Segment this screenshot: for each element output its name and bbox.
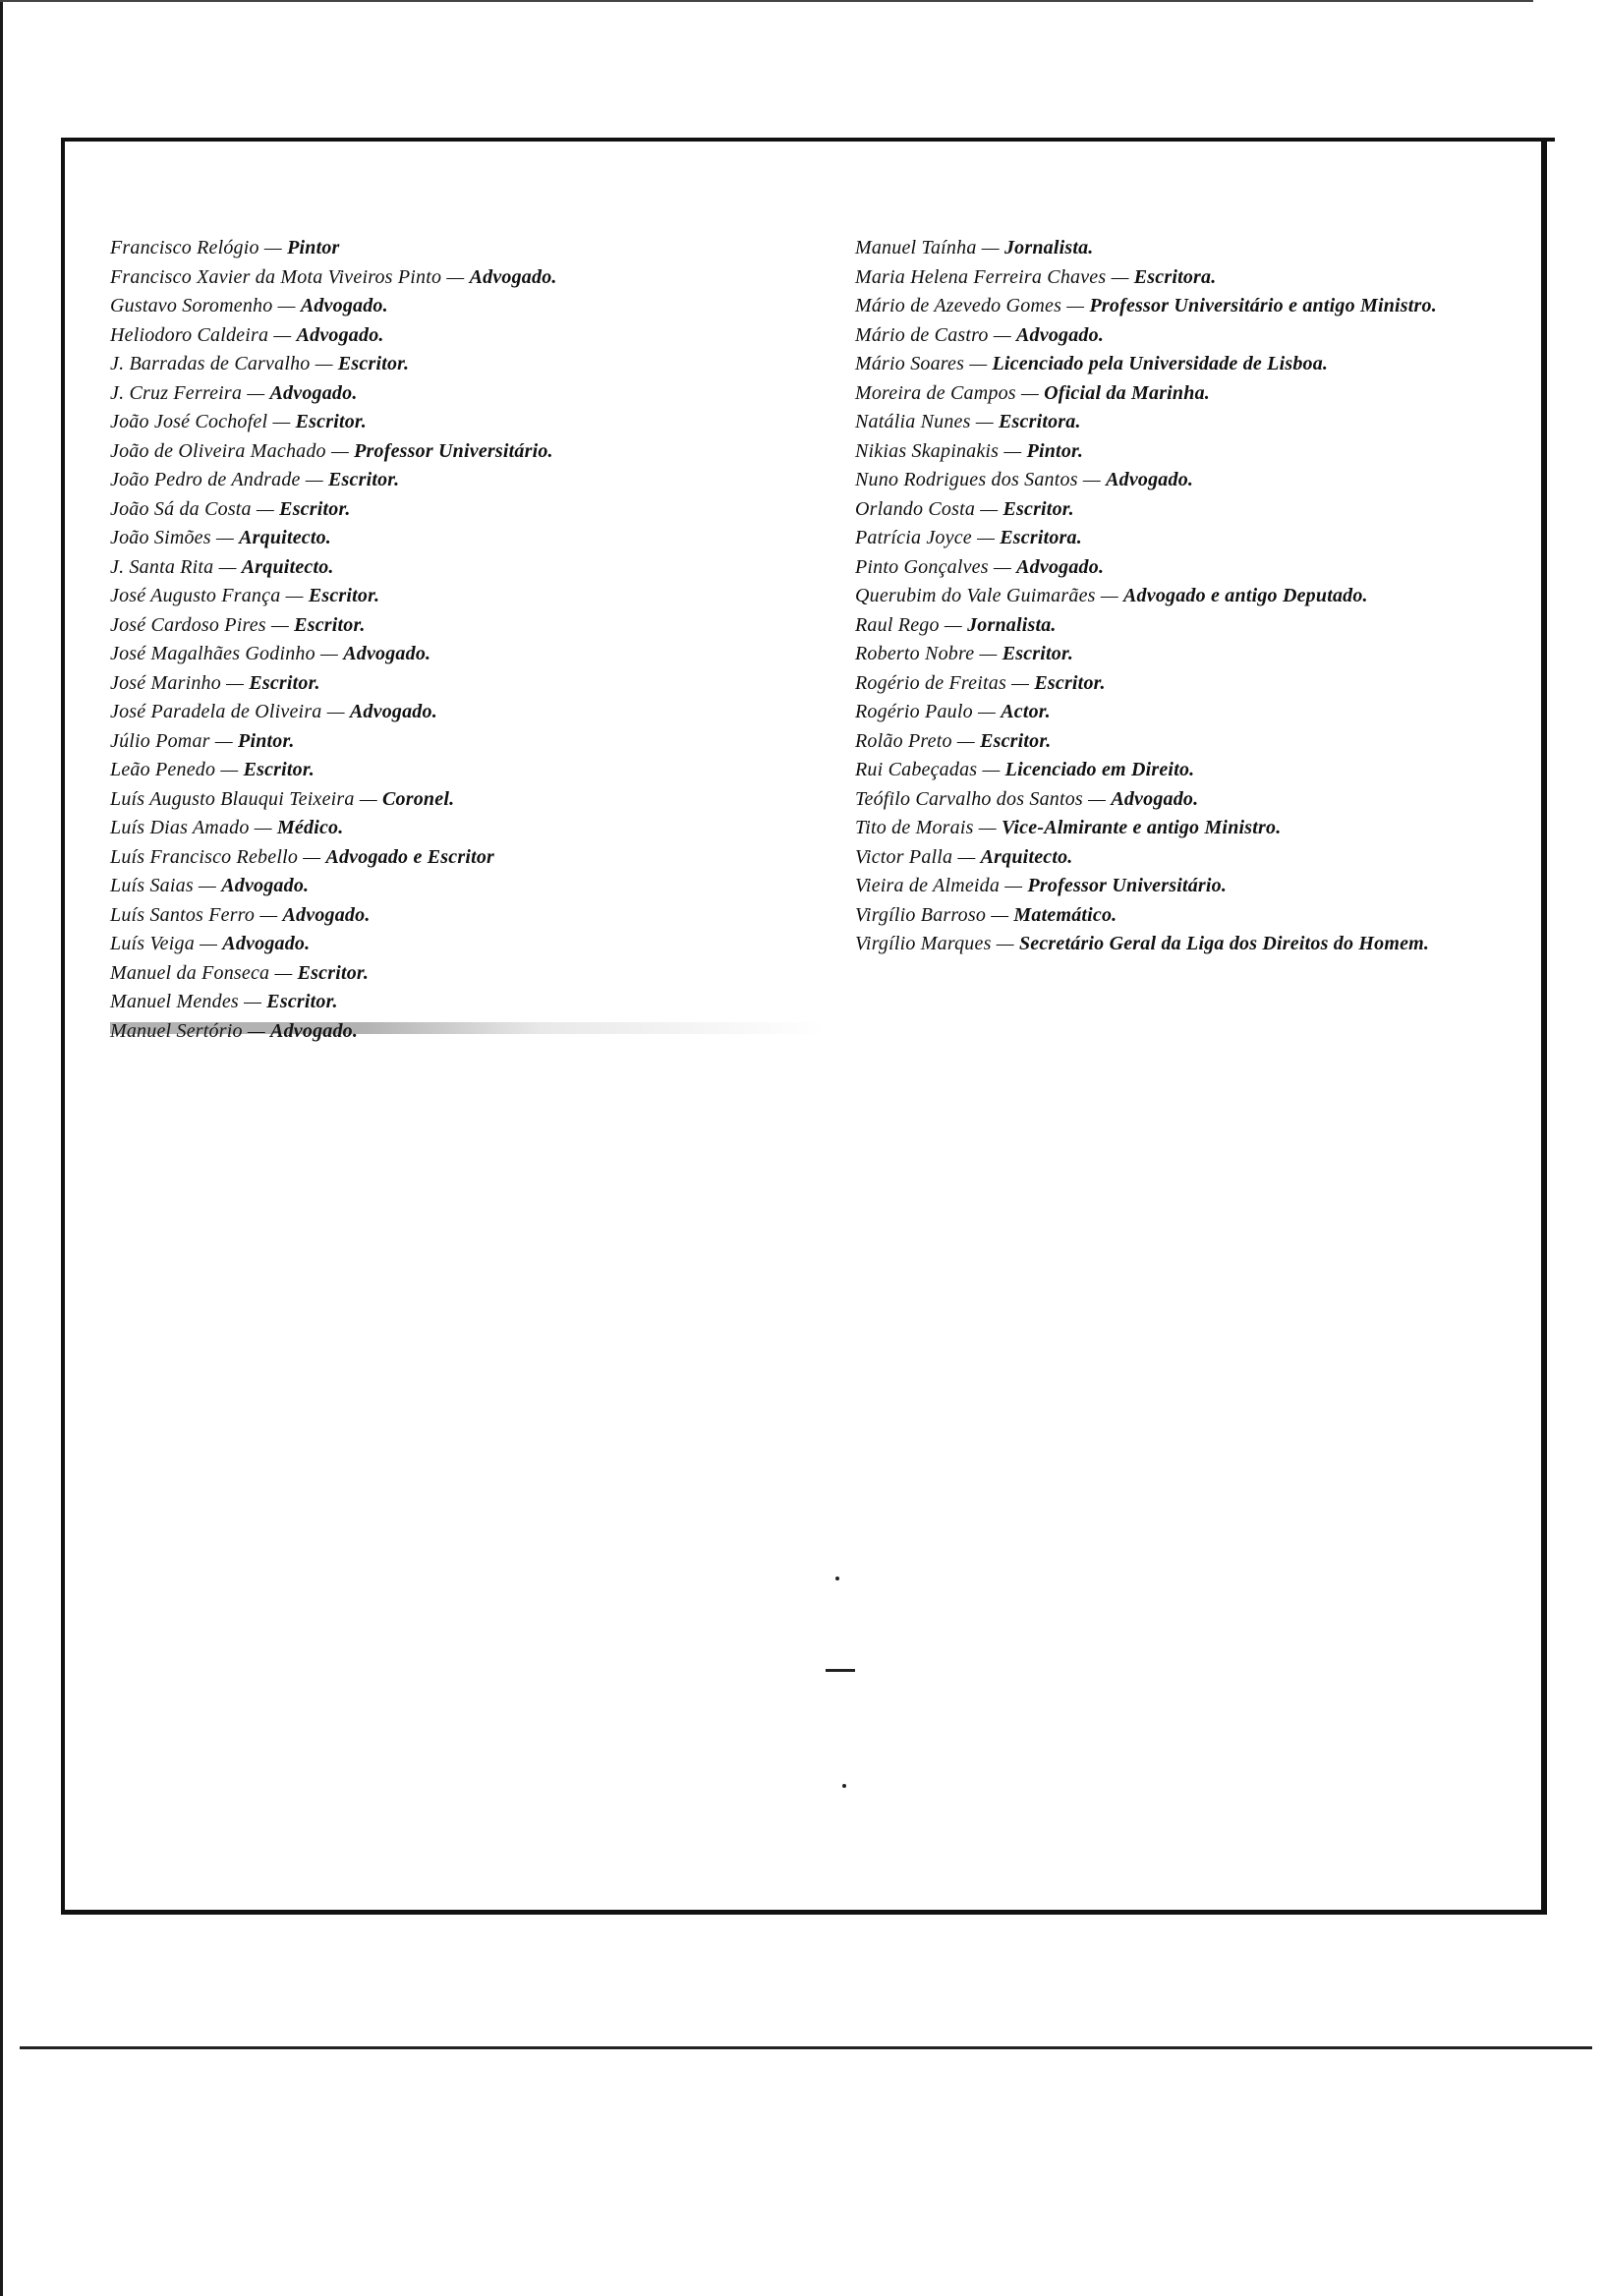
entry-separator: — — [305, 469, 323, 490]
signatory-name: Querubim do Vale Guimarães — [855, 585, 1096, 606]
signatory-entry — [855, 582, 1514, 611]
signatory-role: Advogado. — [349, 701, 437, 722]
entry-separator: — — [1004, 875, 1023, 896]
entry-separator: — — [944, 613, 962, 636]
signatory-name: Roberto Nobre — [855, 643, 975, 664]
signatory-name: Rolão Preto — [855, 729, 952, 752]
entry-separator: — — [1100, 585, 1118, 606]
signatory-name: Raul Rego — [855, 613, 940, 636]
signatory-role: Licenciado em Direito. — [1004, 759, 1195, 780]
signatory-role: Advogado. — [270, 1019, 359, 1042]
signatory-entry — [855, 785, 1514, 815]
entry-separator: — — [1020, 381, 1039, 404]
signatory-name: Manuel Mendes — [110, 991, 239, 1012]
entry-separator: — — [980, 497, 999, 520]
entry-separator: — — [272, 411, 291, 432]
signatory-name: José Marinho — [110, 671, 221, 694]
signatory-role: Advogado. — [1016, 555, 1105, 578]
center-fold-mark — [826, 1669, 855, 1672]
signatory-name: Manuel Taínha — [855, 237, 977, 258]
entry-separator: — — [1111, 265, 1129, 288]
entry-separator: — — [978, 701, 996, 722]
signatory-entry — [110, 901, 818, 931]
signatory-entry — [110, 988, 818, 1017]
signatory-name: Luís Dias Amado — [110, 817, 250, 838]
signatory-entry — [110, 437, 818, 467]
signatory-entry — [110, 553, 818, 583]
signatory-entry — [110, 843, 818, 873]
entry-separator: — — [200, 933, 218, 954]
signatory-entry — [855, 524, 1514, 553]
signatory-name: Luís Veiga — [110, 933, 195, 954]
signatory-role: Vice-Almirante e antigo Ministro. — [1001, 817, 1282, 838]
scan-edge-left — [0, 0, 3, 2296]
signatory-entry — [110, 930, 818, 959]
entry-separator: — — [993, 555, 1011, 578]
entry-separator: — — [977, 527, 996, 548]
signatory-entry — [110, 640, 818, 669]
scan-speck — [835, 1577, 839, 1580]
entry-separator: — — [247, 381, 265, 404]
signatory-role: Escritor. — [328, 469, 400, 490]
entry-separator: — — [991, 903, 1009, 926]
signatory-entry — [855, 495, 1514, 525]
entry-separator: — — [256, 497, 274, 520]
signatory-role: Escritor. — [1002, 497, 1074, 520]
signatory-role: Escritor. — [1002, 643, 1074, 664]
signatory-name: João José Cochofel — [110, 411, 268, 432]
entry-separator: — — [446, 265, 465, 288]
signatory-entry — [855, 611, 1514, 641]
signatory-name: Moreira de Campos — [855, 381, 1016, 404]
signatory-entry — [110, 466, 818, 495]
signatory-role: Pintor. — [1026, 439, 1084, 462]
signatory-name: Rogério de Freitas — [855, 671, 1006, 694]
signatory-name: José Cardoso Pires — [110, 613, 266, 636]
signatory-name: Victor Palla — [855, 845, 953, 868]
signatory-entry — [855, 321, 1514, 351]
signatory-entry — [855, 669, 1514, 699]
signatory-entry — [855, 843, 1514, 873]
signatory-name: Luís Francisco Rebello — [110, 845, 299, 868]
signatory-name: Gustavo Soromenho — [110, 295, 273, 316]
signatory-role: Escritor. — [279, 497, 351, 520]
entry-separator: — — [259, 903, 278, 926]
signatory-name: José Paradela de Oliveira — [110, 701, 322, 722]
signatory-entry — [855, 292, 1514, 321]
signatory-role: Advogado e antigo Deputado. — [1123, 585, 1368, 606]
signatory-name: J. Cruz Ferreira — [110, 381, 243, 404]
entry-separator: — — [956, 729, 975, 752]
signatory-role: Jornalista. — [967, 613, 1057, 636]
signatory-name: Mário de Azevedo Gomes — [855, 295, 1062, 316]
signatory-role: Escritor. — [337, 353, 410, 374]
entry-separator: — — [215, 527, 234, 548]
signatory-role: Advogado e Escritor — [325, 845, 495, 868]
signatory-entry — [855, 350, 1514, 379]
signatory-name: Rui Cabeçadas — [855, 759, 978, 780]
signatory-name: Teófilo Carvalho dos Santos — [855, 787, 1083, 810]
entry-separator: — — [273, 323, 292, 346]
signatory-role: Advogado. — [469, 265, 557, 288]
signatory-role: Arquitecto. — [980, 845, 1073, 868]
signatory-entry — [110, 379, 818, 409]
page-fold-line — [20, 2046, 1592, 2049]
signatory-entry — [110, 756, 818, 785]
signatory-role: Professor Universitário. — [354, 439, 553, 462]
signatory-role: Jornalista. — [1003, 237, 1094, 258]
entry-separator: — — [263, 237, 282, 258]
signatory-entry — [855, 727, 1514, 757]
signatory-role: Advogado. — [300, 295, 388, 316]
entry-separator: — — [320, 643, 339, 664]
signatory-entry — [110, 350, 818, 379]
signatory-role: Escritor. — [308, 585, 380, 606]
signatory-role: Médico. — [276, 817, 344, 838]
signatory-role: Secretário Geral da Liga dos Direitos do Homem. — [1018, 933, 1430, 954]
signatory-role: Escritor. — [295, 411, 368, 432]
signatory-name: Mário de Castro — [855, 323, 989, 346]
entry-separator: — — [254, 817, 272, 838]
entry-separator: — — [330, 439, 349, 462]
signatory-name: J. Santa Rita — [110, 555, 214, 578]
signatory-entry — [110, 234, 818, 263]
signatory-role: Professor Universitário e antigo Ministro. — [1089, 295, 1437, 316]
signatory-entry — [110, 611, 818, 641]
signatory-role: Pintor. — [238, 729, 295, 752]
entry-separator: — — [244, 991, 262, 1012]
signatory-entry — [855, 872, 1514, 901]
entry-separator: — — [199, 875, 216, 896]
signatory-name: Manuel Sertório — [110, 1019, 243, 1042]
entry-separator: — — [270, 613, 289, 636]
signatory-entry — [855, 466, 1514, 495]
signatory-entry — [110, 408, 818, 437]
entry-separator: — — [214, 729, 233, 752]
signatory-entry — [855, 408, 1514, 437]
signatory-role: Advogado. — [1106, 469, 1194, 490]
signatory-role: Licenciado pela Universidade de Lisboa. — [992, 353, 1329, 374]
signatory-name: João Simões — [110, 527, 211, 548]
signatory-entry — [110, 669, 818, 699]
scan-edge-top — [0, 0, 1533, 2]
signatory-role: Advogado. — [221, 875, 310, 896]
scan-speck — [842, 1784, 846, 1788]
signatory-name: João de Oliveira Machado — [110, 439, 326, 462]
entry-separator: — — [1066, 295, 1085, 316]
entry-separator: — — [979, 643, 998, 664]
signatory-entry — [110, 321, 818, 351]
signatory-name: José Augusto França — [110, 585, 281, 606]
signatory-entry — [855, 263, 1514, 293]
signatory-role: Pintor — [287, 237, 340, 258]
entry-separator: — — [315, 353, 333, 374]
entry-separator: — — [277, 295, 296, 316]
entry-separator: — — [957, 845, 976, 868]
signatory-role: Matemático. — [1013, 903, 1117, 926]
signatory-role: Advogado. — [269, 381, 358, 404]
signatory-entry — [855, 756, 1514, 785]
entry-separator: — — [303, 845, 321, 868]
signatory-name: Luís Santos Ferro — [110, 903, 256, 926]
signatory-name: João Sá da Costa — [110, 497, 252, 520]
signatory-role: Arquitecto. — [241, 555, 334, 578]
signatory-name: Virgílio Marques — [855, 933, 992, 954]
signatory-name: Mário Soares — [855, 353, 965, 374]
signatory-role: Actor. — [1001, 701, 1051, 722]
signatory-name: Orlando Costa — [855, 497, 976, 520]
signatory-role: Coronel. — [382, 787, 455, 810]
signatory-role: Escritor. — [980, 729, 1052, 752]
signatory-entry — [855, 437, 1514, 467]
signatory-role: Oficial da Marinha. — [1044, 381, 1210, 404]
signatory-name: Heliodoro Caldeira — [110, 323, 269, 346]
signatory-entry — [110, 785, 818, 815]
signatory-entry — [855, 698, 1514, 727]
signatory-role: Escritora. — [1000, 527, 1082, 548]
entry-separator: — — [969, 353, 988, 374]
signatory-name: João Pedro de Andrade — [110, 469, 301, 490]
signatory-entry — [110, 263, 818, 293]
signatory-entry — [855, 814, 1514, 843]
signatory-name: Luís Augusto Blauqui Teixeira — [110, 787, 355, 810]
signatory-name: Natália Nunes — [855, 411, 971, 432]
signatory-role: Escritora. — [1133, 265, 1217, 288]
signatory-role: Escritor. — [1034, 671, 1106, 694]
signatory-name: Maria Helena Ferreira Chaves — [855, 265, 1107, 288]
signatory-role: Advogado. — [1111, 787, 1199, 810]
signatory-role: Escritor. — [294, 613, 366, 636]
signatory-entry — [855, 640, 1514, 669]
entry-separator: — — [1003, 439, 1022, 462]
signatory-role: Advogado. — [343, 643, 431, 664]
entry-separator: — — [220, 759, 239, 780]
signatory-entry — [110, 524, 818, 553]
signatory-entry — [110, 292, 818, 321]
signatory-role: Escritor. — [266, 991, 338, 1012]
signatory-name: Leão Penedo — [110, 759, 216, 780]
signatory-name: Manuel da Fonseca — [110, 961, 270, 984]
entry-separator: — — [359, 787, 377, 810]
signatory-entry — [110, 814, 818, 843]
signatory-role: Arquitecto. — [239, 527, 332, 548]
signatory-role: Escritor. — [249, 671, 320, 694]
signatory-name: Júlio Pomar — [110, 729, 210, 752]
entry-separator: — — [285, 585, 304, 606]
signatory-entry — [110, 872, 818, 901]
signatory-name: José Magalhães Godinho — [110, 643, 315, 664]
signatory-role: Escritora. — [999, 411, 1081, 432]
signatory-name: Rogério Paulo — [855, 701, 973, 722]
signatory-name: Pinto Gonçalves — [855, 555, 989, 578]
signatory-name: Luís Saias — [110, 875, 194, 896]
signatory-role: Advogado. — [222, 933, 311, 954]
entry-separator: — — [1088, 787, 1107, 810]
entry-separator: — — [982, 759, 1001, 780]
signatory-entry — [110, 959, 818, 989]
entry-separator: — — [226, 671, 245, 694]
entry-separator: — — [981, 237, 1000, 258]
signatory-entry — [110, 727, 818, 757]
signatory-name: Nikias Skapinakis — [855, 439, 1000, 462]
signatory-name: Virgílio Barroso — [855, 903, 987, 926]
signatory-name: Francisco Relógio — [110, 237, 259, 258]
signatory-name: J. Barradas de Carvalho — [110, 353, 311, 374]
signatory-entry — [855, 553, 1514, 583]
smudged-line — [110, 1022, 828, 1034]
entry-separator: — — [1082, 469, 1101, 490]
signatory-entry — [110, 582, 818, 611]
signatory-entry — [110, 495, 818, 525]
signatory-entry — [855, 234, 1514, 263]
signatory-name: Nuno Rodrigues dos Santos — [855, 469, 1078, 490]
signatory-entry — [110, 698, 818, 727]
entry-separator: — — [247, 1019, 265, 1042]
entry-separator: — — [993, 323, 1011, 346]
signatories-right-column — [855, 234, 1514, 959]
entry-separator: — — [975, 411, 994, 432]
signatory-role: Escritor. — [243, 759, 315, 780]
signatory-entry — [855, 379, 1514, 409]
entry-separator: — — [1011, 671, 1030, 694]
entry-separator: — — [996, 933, 1014, 954]
entry-separator: — — [218, 555, 237, 578]
signatory-role: Advogado. — [1016, 323, 1105, 346]
signatory-role: Professor Universitário. — [1027, 875, 1228, 896]
signatory-entry — [855, 901, 1514, 931]
signatory-role: Escritor. — [297, 961, 370, 984]
signatory-name: Vieira de Almeida — [855, 875, 1001, 896]
signatories-left-column — [110, 234, 818, 1046]
signatory-name: Patrícia Joyce — [855, 527, 972, 548]
entry-separator: — — [274, 961, 293, 984]
signatory-role: Advogado. — [296, 323, 384, 346]
signatory-name: Francisco Xavier da Mota Viveiros Pinto — [110, 265, 442, 288]
entry-separator: — — [326, 701, 345, 722]
signatory-role: Advogado. — [282, 903, 371, 926]
entry-separator: — — [978, 817, 997, 838]
signatory-entry — [855, 930, 1514, 959]
signatory-name: Tito de Morais — [855, 817, 974, 838]
